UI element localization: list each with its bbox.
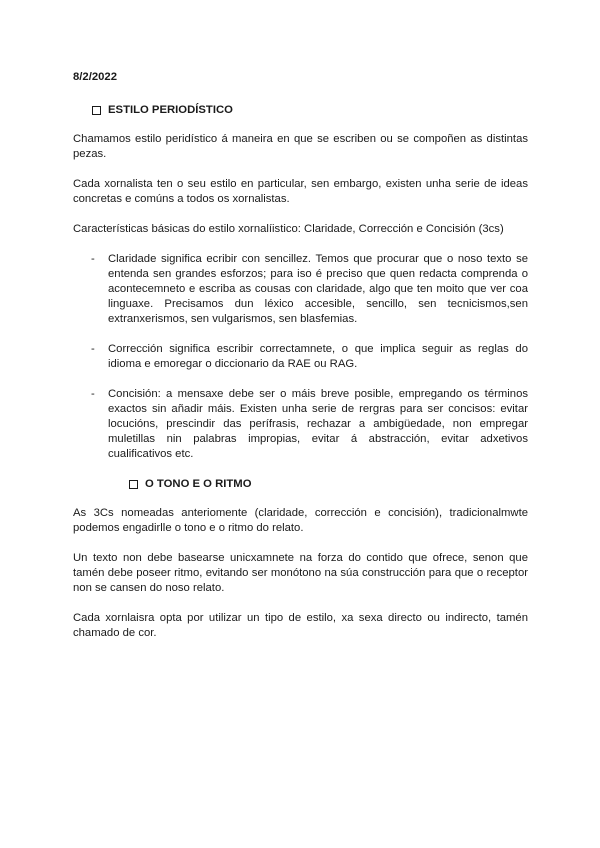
document-page	[73, 70, 528, 656]
paragraph: Cada xornlaisra opta por utilizar un tipo de estilo, xa sexa directo ou indirecto, tamén chamado de cor.	[73, 612, 528, 639]
bullet-dash: -	[91, 343, 95, 355]
bullet-dash: -	[91, 388, 95, 400]
section-heading-tono	[73, 477, 528, 492]
section-title: ESTILO PERIODÍSTICO	[108, 104, 233, 116]
document-date: 8/2/2022	[73, 71, 117, 83]
paragraph: Cada xornalista ten o seu estilo en particular, sen embargo, existen unha serie de ideas concretas e comúns a todos os xornalistas.	[73, 178, 528, 205]
list-item-text: Corrección significa escribir correctamnete, o que implica seguir as reglas do idioma e emoregar o diccionario da RAE ou RAG.	[108, 343, 528, 370]
section-heading-estilo	[73, 103, 528, 118]
paragraph: As 3Cs nomeadas anteriomente (claridade, corrección e concisión), tradicionalmwte podemos engadirlle o tono e o ritmo do relato.	[73, 507, 528, 534]
checkbox-icon	[129, 480, 138, 489]
bullet-list	[73, 252, 528, 462]
paragraph: Chamamos estilo peridístico á maneira en que se escriben ou se compoñen as distintas pezas.	[73, 133, 528, 160]
list-item	[91, 252, 528, 327]
paragraph: Características básicas do estilo xornalíistico: Claridade, Corrección e Concisión (3cs)	[73, 223, 504, 235]
checkbox-icon	[92, 106, 101, 115]
list-item-text: Concisión: a mensaxe debe ser o máis breve posible, empregando os términos exactos sin añadir máis. Existen unha serie de rergras para ser concisos: evitar locucións, prescindir das perífrasis, rechazar a ambigüedade, non empregar muletillas nin palabras impropias, evitar á abstracción, evitar adxetivos cualificativos etc.	[108, 388, 528, 460]
paragraph: Un texto non debe basearse unicxamnete na forza do contido que ofrece, senon que tamén debe poseer ritmo, evitando ser monótono na súa construcción para que o receptor non se cansen do noso relato.	[73, 552, 528, 594]
list-item-text: Claridade significa ecribir con sencillez. Temos que procurar que o noso texto se entenda sen grandes esforzos; para iso é preciso que quen redacta comprenda o acontecemneto e escriba as cousas con claridade, algo que ten moito que ver coa linguaxe. Precisamos dun léxico accesible, sencillo, sen tecnicismos,sen extranxerismos, sen vulgarismos, sen blasfemias.	[108, 253, 528, 325]
list-item	[91, 342, 528, 372]
section-title: O TONO E O RITMO	[145, 478, 252, 490]
list-item	[91, 387, 528, 462]
bullet-dash: -	[91, 253, 95, 265]
